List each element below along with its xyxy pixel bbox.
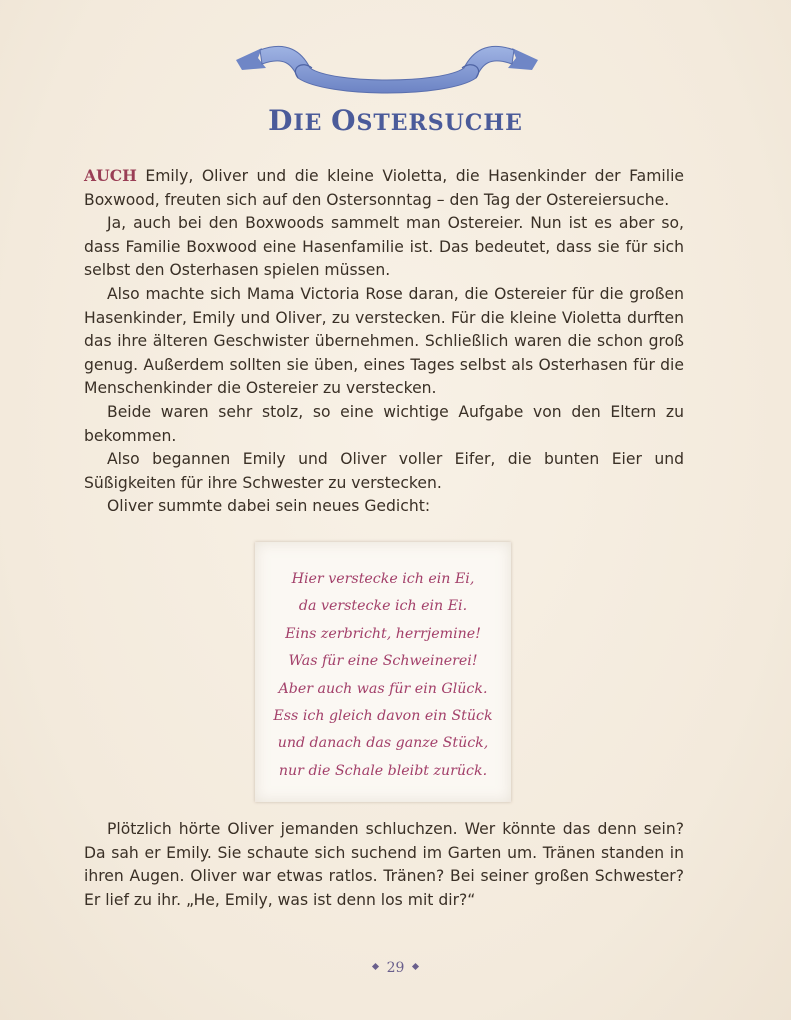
- page-number: 29: [0, 960, 791, 976]
- diamond-icon: [412, 962, 419, 969]
- poem-line: Was für eine Schweinerei!: [288, 653, 478, 670]
- story-text-top: [84, 164, 684, 519]
- dropcap-word: AUCH: [84, 166, 137, 185]
- paragraph: Oliver summte dabei sein neues Gedicht:: [107, 497, 431, 516]
- poem-line: nur die Schale bleibt zurück.: [278, 762, 488, 779]
- ribbon-banner-icon: [232, 38, 542, 98]
- poem-line: Ess ich gleich davon ein Stück: [273, 708, 493, 725]
- paragraph: Also begannen Emily und Oliver voller Eifer, die bunten Eier und Süßigkeiten für ihre Schwester zu verstecken.: [84, 450, 684, 492]
- poem-line: und danach das ganze Stück,: [277, 735, 489, 752]
- poem-card: [255, 542, 511, 802]
- paragraph: Beide waren sehr stolz, so eine wichtige Aufgabe von den Eltern zu bekommen.: [84, 402, 684, 445]
- paragraph: Also machte sich Mama Victoria Rose daran, die Ostereier für die großen Hasenkinder, Emily und Oliver, zu verstecken. Für die kleine Violetta durften das ihre älteren Geschwister übernehmen. Schließlich waren die schon groß genug. Außerdem sollten sie üben, eines Tages selbst als Osterhasen für die Menschenkinder die Ostereier zu verstecken.: [84, 284, 684, 398]
- paragraph: AUCH Emily, Oliver und die kleine Violetta, die Hasenkinder der Familie Boxwood, freuten sich auf den Ostersonntag – den Tag der Ostereiersuche.: [84, 166, 684, 209]
- poem-line: Aber auch was für ein Glück.: [278, 680, 488, 697]
- poem-line: Eins zerbricht, herrjemine!: [285, 625, 481, 642]
- poem: [255, 566, 511, 785]
- chapter-title: DIE OSTERSUCHE: [268, 104, 523, 137]
- poem-line: Hier verstecke ich ein Ei,: [291, 571, 475, 587]
- paragraph: Plötzlich hörte Oliver jemanden schluchzen. Wer könnte das denn sein? Da sah er Emily. Sie schaute sich suchend im Garten um. Tränen standen in ihren Augen. Oliver war etwas ratlos. Tränen? Bei seiner großen Schwester? Er lief zu ihr. „He, Emily, was ist denn los mit dir?“: [84, 820, 684, 909]
- diamond-icon: [372, 962, 379, 969]
- poem-line: da verstecke ich ein Ei.: [298, 598, 468, 615]
- paragraph: Ja, auch bei den Boxwoods sammelt man Ostereier. Nun ist es aber so, dass Familie Boxwood eine Hasenfamilie ist. Das bedeutet, dass sie für sich selbst den Osterhasen spielen müssen.: [84, 214, 684, 280]
- story-text-bottom: [84, 818, 684, 912]
